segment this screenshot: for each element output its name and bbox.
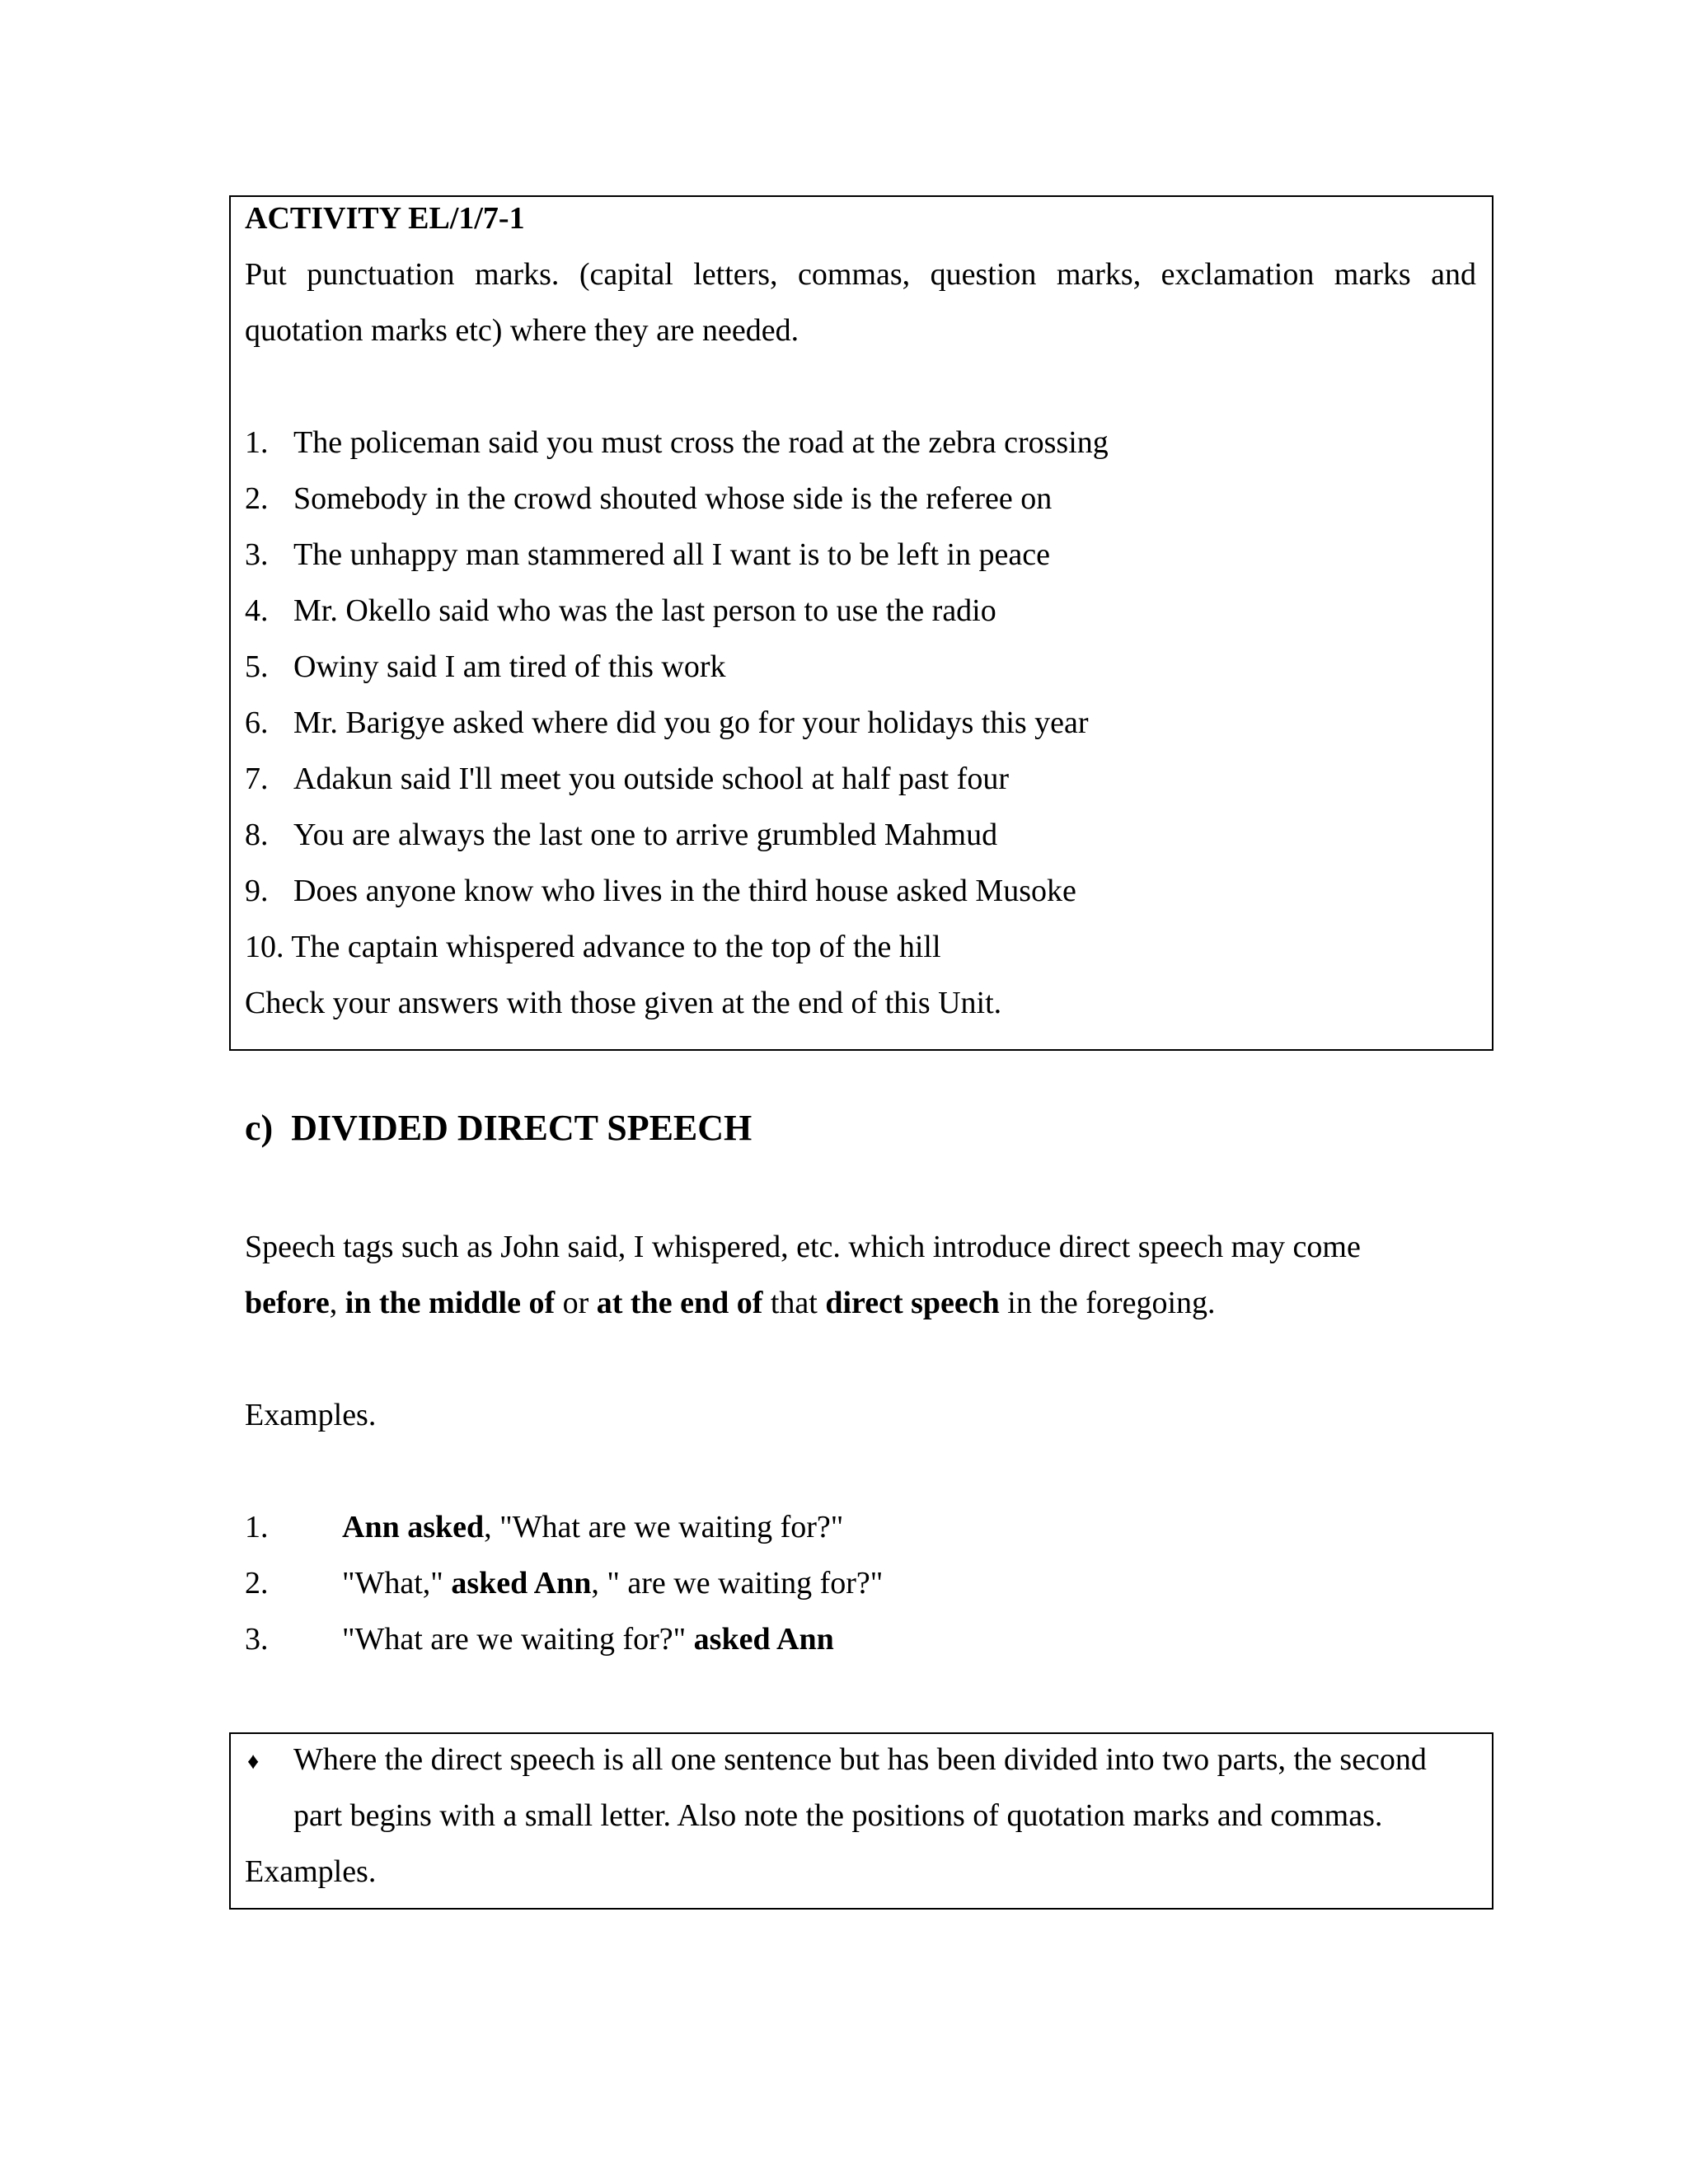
list-item-number: 3. <box>245 537 269 572</box>
list-item-number: 5. <box>245 649 269 684</box>
activity-instruction-line2: quotation marks etc) where they are needed. <box>245 313 799 348</box>
list-item-text: Owiny said I am tired of this work <box>293 649 726 684</box>
example-text <box>342 1511 843 1543</box>
section-heading <box>245 1110 752 1146</box>
activity-title: ACTIVITY EL/1/7-1 <box>245 201 525 236</box>
intro-paragraph-line1: Speech tags such as John said, I whispered, etc. which introduce direct speech may come <box>245 1230 1361 1264</box>
list-item-number: 1. <box>245 425 269 460</box>
list-item-number: 9. <box>245 874 269 908</box>
examples-label: Examples. <box>245 1398 377 1432</box>
quoted-speech: , " are we waiting for?" <box>591 1566 884 1601</box>
quoted-speech: , "What are we waiting for?" <box>484 1510 844 1544</box>
text-fragment: in the foregoing. <box>999 1286 1216 1320</box>
list-item-text: Mr. Okello said who was the last person to use the radio <box>293 593 996 628</box>
speech-tag: Ann asked <box>342 1510 485 1544</box>
example-text <box>342 1568 883 1599</box>
speech-tag: asked Ann <box>693 1622 834 1657</box>
speech-tag: asked Ann <box>451 1566 592 1601</box>
list-item-number: 4. <box>245 593 269 628</box>
note-examples-label: Examples. <box>245 1854 377 1889</box>
list-item-number: 8. <box>245 818 269 852</box>
term-direct-speech: direct speech <box>825 1286 1000 1320</box>
quoted-speech: "What," <box>342 1566 452 1601</box>
note-line1: Where the direct speech is all one sentence but has been divided into two parts, the second <box>293 1742 1427 1777</box>
text-fragment: , <box>329 1286 345 1320</box>
example-text <box>342 1624 834 1655</box>
term-end: at the end of <box>596 1286 763 1320</box>
text-fragment: that <box>762 1286 826 1320</box>
example-number: 2. <box>245 1566 269 1601</box>
section-marker: c) <box>245 1108 274 1148</box>
list-item-number: 7. <box>245 762 269 796</box>
list-item-10: 10. The captain whispered advance to the top of the hill <box>245 930 941 964</box>
term-before: before <box>245 1286 330 1320</box>
note-line2: part begins with a small letter. Also note the positions of quotation marks and commas. <box>293 1798 1383 1833</box>
intro-paragraph-line2 <box>245 1287 1216 1319</box>
example-number: 3. <box>245 1622 269 1657</box>
example-number: 1. <box>245 1510 269 1544</box>
list-item-text: Mr. Barigye asked where did you go for your holidays this year <box>293 705 1089 740</box>
list-item-number: 2. <box>245 481 269 516</box>
activity-footer: Check your answers with those given at the end of this Unit. <box>245 986 1002 1020</box>
list-item-number: 6. <box>245 705 269 740</box>
list-item-text: Adakun said I'll meet you outside school at half past four <box>293 762 1009 796</box>
list-item-text: You are always the last one to arrive grumbled Mahmud <box>293 818 998 852</box>
list-item-text: Does anyone know who lives in the third house asked Musoke <box>293 874 1076 908</box>
term-middle: in the middle of <box>345 1286 556 1320</box>
quoted-speech: "What are we waiting for?" <box>342 1622 694 1657</box>
diamond-bullet-icon: ♦ <box>247 1749 260 1774</box>
list-item-text: Somebody in the crowd shouted whose side is the referee on <box>293 481 1053 516</box>
text-fragment: or <box>555 1286 597 1320</box>
section-title: DIVIDED DIRECT SPEECH <box>291 1108 753 1148</box>
list-item-text: The policeman said you must cross the road at the zebra crossing <box>293 425 1109 460</box>
activity-instruction-line1: Put punctuation marks. (capital letters, commas, question marks, exclamation marks and <box>245 257 1476 292</box>
list-item-text: The unhappy man stammered all I want is to be left in peace <box>293 537 1051 572</box>
